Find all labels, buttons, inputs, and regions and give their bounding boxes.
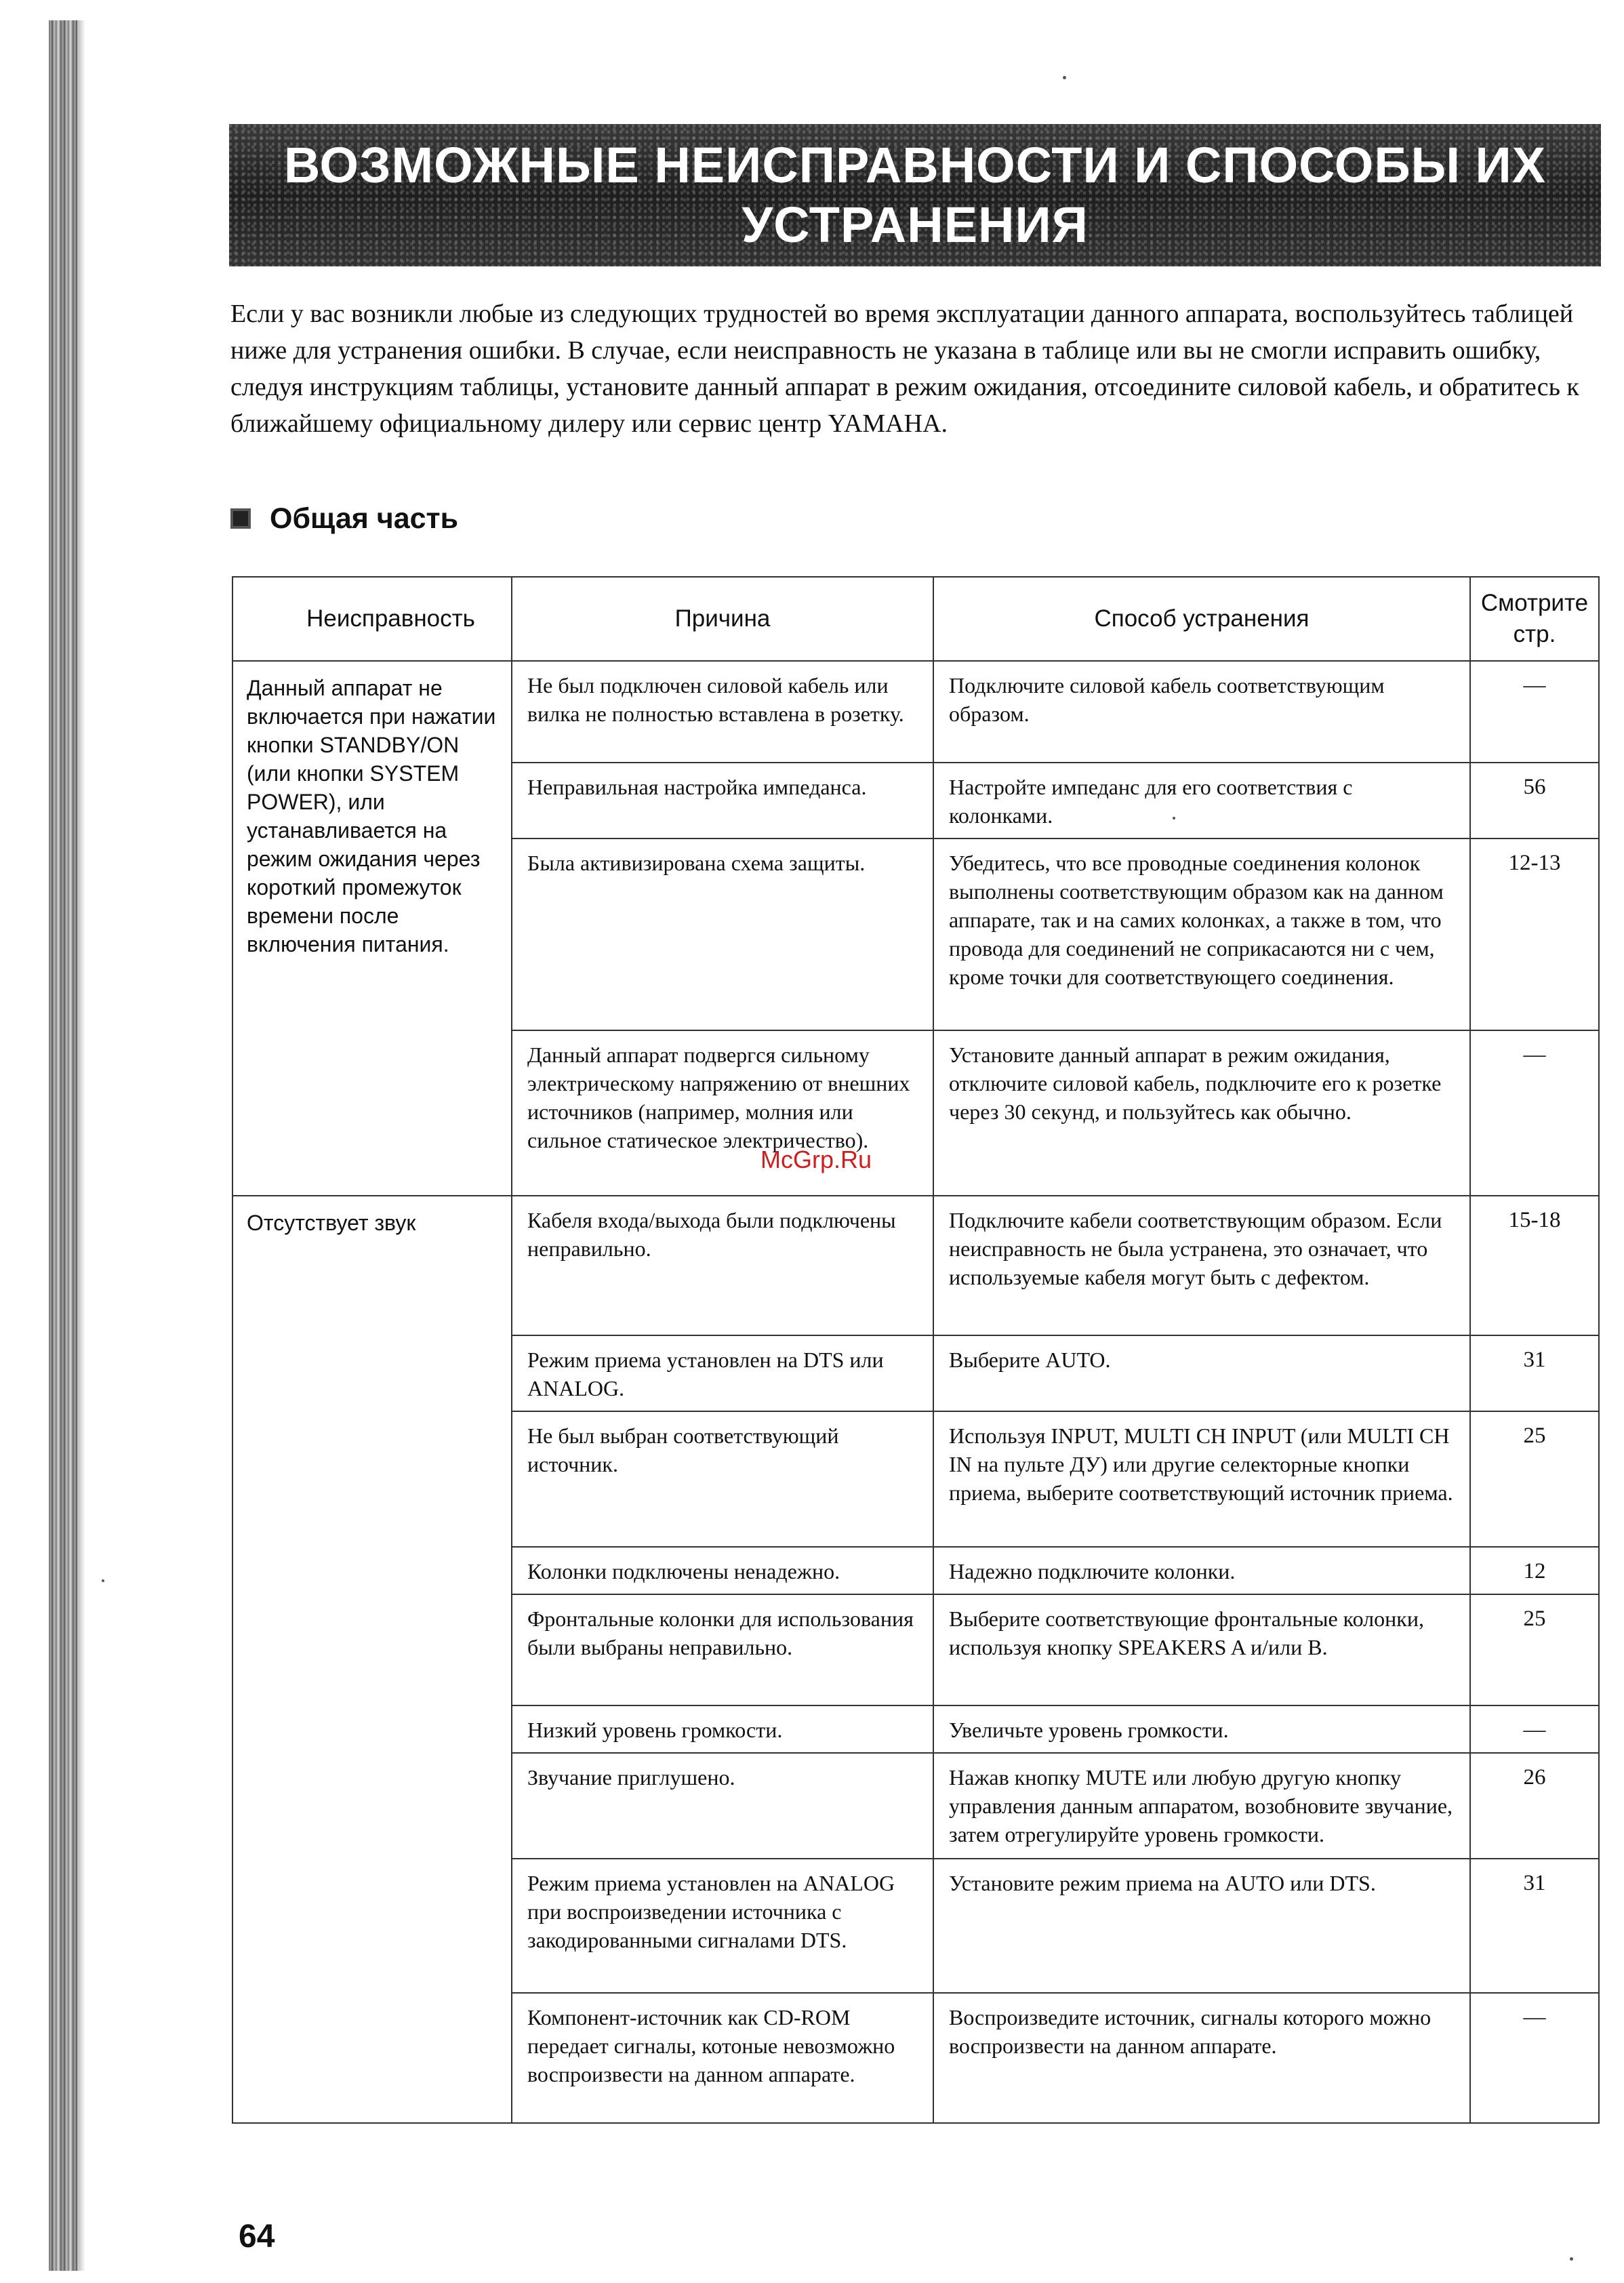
fix-cell: Используя INPUT, MULTI CH INPUT (или MULTI CH IN на пульте ДУ) или другие селекторные кнопки приема, выберите соответствующий источник приема. — [933, 1411, 1470, 1547]
page-title-line-2: УСТРАНЕНИЯ — [742, 197, 1089, 253]
scan-speck — [1570, 2257, 1573, 2261]
fix-cell: Подключите кабели соответствующим образом. Если неисправность не была устранена, это означает, что используемые кабеля могут быть с дефектом. — [933, 1196, 1470, 1335]
fix-cell: Установите режим приема на AUTO или DTS. — [933, 1859, 1470, 1993]
cause-cell: Не был выбран соответствующий источник. — [512, 1411, 933, 1547]
page-ref-cell: 25 — [1470, 1594, 1599, 1705]
fix-cell: Установите данный аппарат в режим ожидания, отключите силовой кабель, подключите его к розетке через 30 секунд, и пользуйтесь как обычно. — [933, 1030, 1470, 1196]
fix-cell: Настройте импеданс для его соответствия с колонками. — [933, 763, 1470, 839]
page-ref-cell: 12 — [1470, 1547, 1599, 1594]
page-ref-cell: 15-18 — [1470, 1196, 1599, 1335]
scan-binding-shadow — [77, 20, 85, 2271]
cause-cell: Была активизирована схема защиты. — [512, 839, 933, 1030]
page-ref-cell: 25 — [1470, 1411, 1599, 1547]
fault-cell: Данный аппарат не включается при нажатии кнопки STANDBY/ON (или кнопки SYSTEM POWER), или устанавливается на режим ожидания через короткий промежуток времени после включения питания. — [232, 661, 512, 1196]
cause-cell: Режим приема установлен на DTS или ANALOG. — [512, 1335, 933, 1411]
cause-cell: Фронтальные колонки для использования были выбраны неправильно. — [512, 1594, 933, 1705]
table-header-row — [232, 577, 1599, 661]
cause-cell: Низкий уровень громкости. — [512, 1705, 933, 1753]
page-number: 64 — [239, 2219, 275, 2255]
page-ref-cell: — — [1470, 661, 1599, 763]
troubleshooting-table — [232, 576, 1600, 2124]
scan-speck — [1173, 817, 1175, 820]
page-ref-cell: — — [1470, 1030, 1599, 1196]
intro-paragraph: Если у вас возникли любые из следующих трудностей во время эксплуатации данного аппарата, воспользуйтесь таблицей ниже для устранения ошибки. В случае, если неисправность не указана в таблице или вы не смогли исправить ошибку, следуя инструкциям таблицы, установите данный аппарат в режим ожидания, отсоедините силовой кабель, и обратитесь к ближайшему официальному дилеру или сервис центр YAMAHA. — [230, 300, 1579, 438]
fix-cell: Выберите AUTO. — [933, 1335, 1470, 1411]
scan-speck — [1063, 76, 1066, 79]
watermark: McGrp.Ru — [760, 1146, 872, 1173]
page-ref-cell: 12-13 — [1470, 839, 1599, 1030]
cause-cell: Данный аппарат подвергся сильному электрическому напряжению от внешних источников (например, молния или сильное статическое электричество). — [512, 1030, 933, 1196]
section-bullet-icon — [230, 508, 251, 529]
section-heading — [230, 498, 458, 539]
page-ref-cell: 56 — [1470, 763, 1599, 839]
cause-cell: Режим приема установлен на ANALOG при воспроизведении источника с закодированными сигналами DTS. — [512, 1859, 933, 1993]
page-ref-cell: 31 — [1470, 1859, 1599, 1993]
header-page: Смотрите стр. — [1470, 577, 1599, 661]
cause-cell: Звучание приглушено. — [512, 1753, 933, 1859]
fix-cell: Воспроизведите источник, сигналы которого можно воспроизвести на данном аппарате. — [933, 1993, 1470, 2123]
header-fix: Способ устранения — [933, 577, 1470, 661]
page-ref-cell: — — [1470, 1705, 1599, 1753]
scan-binding-edge — [49, 20, 77, 2271]
header-fault: Неисправность — [232, 577, 512, 661]
page-title-line-1: ВОЗМОЖНЫЕ НЕИСПРАВНОСТИ И СПОСОБЫ ИХ — [283, 137, 1547, 193]
fix-cell: Надежно подключите колонки. — [933, 1547, 1470, 1594]
page-ref-cell: 26 — [1470, 1753, 1599, 1859]
cause-cell: Не был подключен силовой кабель или вилка не полностью вставлена в розетку. — [512, 661, 933, 763]
fix-cell: Выберите соответствующие фронтальные колонки, используя кнопку SPEAKERS A и/или B. — [933, 1594, 1470, 1705]
cause-cell: Кабеля входа/выхода были подключены неправильно. — [512, 1196, 933, 1335]
table-row — [232, 1196, 1599, 1335]
cause-cell: Колонки подключены ненадежно. — [512, 1547, 933, 1594]
scan-speck — [102, 1579, 104, 1582]
title-banner — [229, 124, 1601, 266]
page-ref-cell: 31 — [1470, 1335, 1599, 1411]
fix-cell: Убедитесь, что все проводные соединения колонок выполнены соответствующим образом как на данном аппарате, так и на самих колонках, а также в том, что провода для соединений не соприкасаются ни с чем, кроме точки для соответствующего соединения. — [933, 839, 1470, 1030]
table-row — [232, 661, 1599, 763]
fix-cell: Увеличьте уровень громкости. — [933, 1705, 1470, 1753]
header-cause: Причина — [512, 577, 933, 661]
section-title: Общая часть — [270, 502, 459, 535]
page-ref-cell: — — [1470, 1993, 1599, 2123]
fault-cell: Отсутствует звук — [232, 1196, 512, 2123]
fix-cell: Подключите силовой кабель соответствующим образом. — [933, 661, 1470, 763]
cause-cell: Неправильная настройка импеданса. — [512, 763, 933, 839]
fix-cell: Нажав кнопку MUTE или любую другую кнопку управления данным аппаратом, возобновите звучание, затем отрегулируйте уровень громкости. — [933, 1753, 1470, 1859]
cause-cell: Компонент-источник как CD-ROM передает сигналы, котоные невозможно воспроизвести на данном аппарате. — [512, 1993, 933, 2123]
